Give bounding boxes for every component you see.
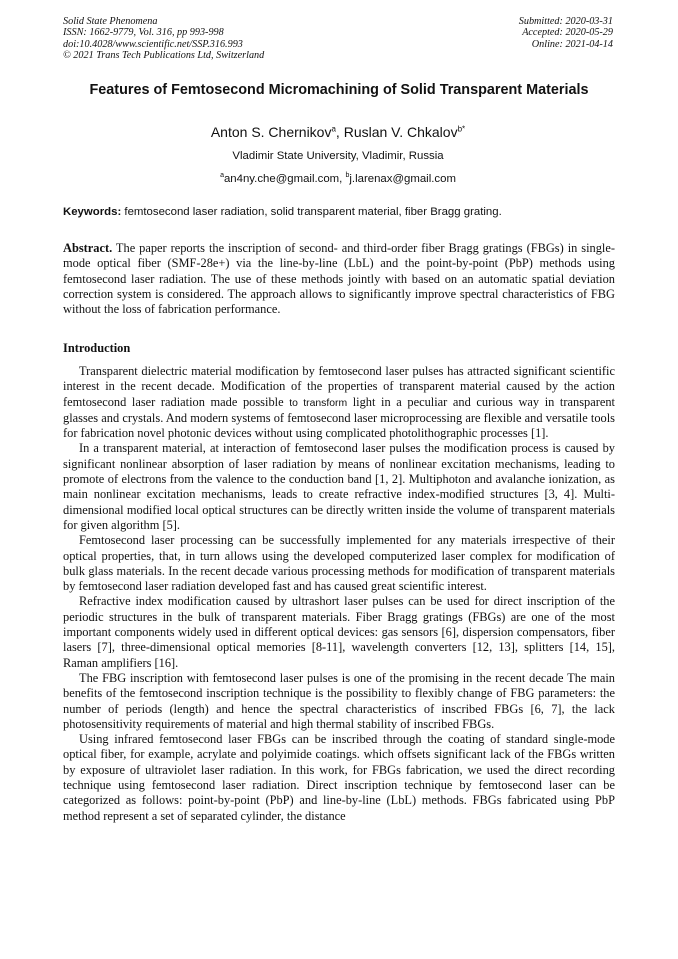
intro-paragraph-3: Femtosecond laser processing can be successfully implemented for any materials irrespective of their optical properties, that, in turn allows using the developed computerized laser complex for modification of bulk glass materials. In the recent decade various processing methods for modification of transparent materials by femtosecond laser radiation developed fast and has caused great scientific interest. xyxy=(63,533,615,594)
submitted-date: Submitted: 2020-03-31 xyxy=(518,16,613,27)
online-date: Online: 2021-04-14 xyxy=(531,38,613,50)
intro-paragraph-2: In a transparent material, at interaction of femtosecond laser pulses the modification process is caused by significant nonlinear absorption of laser radiation by means of nonlinear excitation mechanisms, leading to promote of electrons from the valence to the conduction band [1, 2]. Multiphoton and avalanche ionization, as main nonlinear excitation mechanisms, leads to create refractive index-modified structures [3, 4]. Multi-dimensional modified local optical structures can be directly written inside the volume of transparent materials for given algorithm [5]. xyxy=(63,441,615,532)
author-2: Ruslan V. Chkalov xyxy=(343,124,458,140)
author-1-affil-mark: a xyxy=(331,124,336,134)
journal-issn: ISSN: 1662-9779, Vol. 316, pp 993-998 xyxy=(63,27,224,39)
author-2-affil-mark: b* xyxy=(457,124,466,134)
email-separator: , xyxy=(339,172,346,185)
intro-p1-text-sans: to transform xyxy=(289,397,348,409)
intro-paragraph-5: The FBG inscription with femtosecond laser pulses is one of the promising in the recent decade The main benefits of the femtosecond inscription technique is the possibility to flexibly change of FBG parameters: the number of periods (length) and hence the spectral characteristics of inscribed FBGs [6, 7], the lack photosensitivity requirements of material and high thermal stability of inscribed FBGs. xyxy=(63,670,615,731)
journal-info xyxy=(63,16,264,62)
keywords-label: Keywords: xyxy=(63,206,122,218)
abstract-text: The paper reports the inscription of second- and third-order fiber Bragg gratings (FBGs) in single-mode optical fiber (SMF-28e+) via the line-by-line (LbL) and the point-by-point (PbP) methods using femtosecond laser radiation. The use of these methods jointly with based on an automatic spatial deviation correction system is considered. The approach allows to significantly improve spectral characteristics of FBG without the loss of fabrication performance. xyxy=(63,241,615,317)
keywords xyxy=(63,206,615,218)
email-b-mark: b xyxy=(345,172,350,179)
paper-title: Features of Femtosecond Micromachining of Solid Transparent Materials xyxy=(89,82,589,98)
intro-paragraph-1 xyxy=(63,364,615,441)
section-heading-introduction: Introduction xyxy=(63,341,131,355)
journal-copyright: © 2021 Trans Tech Publications Ltd, Switzerland xyxy=(63,50,265,62)
submission-dates xyxy=(519,16,613,50)
author-separator: , xyxy=(335,124,344,140)
email-a-mark: a xyxy=(220,172,224,179)
journal-name: Solid State Phenomena xyxy=(63,16,158,27)
author-emails xyxy=(63,172,613,185)
intro-paragraph-4: Refractive index modification caused by ultrashort laser pulses can be used for direct inscription of the periodic structures in the bulk of transparent materials. Fiber Bragg gratings (FBGs) are one of the most important components widely used in different optical devices: gas sensors [6], dispersion compensators, fiber lasers [7], three-dimensional optical memories [8-11], wavelength converters [12, 13], splitters [14, 15], Raman amplifiers [16]. xyxy=(63,594,615,670)
email-b[interactable]: j.larenax@gmail.com xyxy=(349,172,456,185)
accepted-date: Accepted: 2020-05-29 xyxy=(522,27,613,39)
intro-paragraph-6: Using infrared femtosecond laser FBGs can be inscribed through the coating of standard single-mode optical fiber, for example, acrylate and polyimide coatings. which offsets significant lack of the FBGs written by exposure of ultraviolet laser radiation. In this work, for FBGs fabrication, we used the direct recording technique using femtosecond laser radiation. Direct inscription technique by femtosecond laser can be categorized as follows: point-by-point (PbP) and line-by-line (LbL) methods. FBGs fabricated using PbP method represent a set of separated cylinder, the distance xyxy=(63,732,615,823)
intro-p1-text-a: Transparent dielectric material modification by femtosecond laser pulses has attracted significant scientific interest in the recent decade. Modification of the properties of transparent material caused by the action femtosecond laser radiation made possible xyxy=(63,364,615,409)
abstract-label: Abstract. xyxy=(63,241,113,255)
abstract xyxy=(63,241,615,317)
introduction-body xyxy=(63,364,615,824)
intro-p1-text-b: light in a peculiar and curious way in transparent glasses and crystals. And modern systems of femtosecond laser microprocessing are flexible and versatile tools for fabrication novel photonic devices without using complicated photolithographic processes [1]. xyxy=(63,394,615,441)
journal-doi[interactable]: doi:10.4028/www.scientific.net/SSP.316.993 xyxy=(63,38,243,50)
author-list xyxy=(63,124,613,140)
affiliation: Vladimir State University, Vladimir, Russia xyxy=(232,150,444,162)
author-1: Anton S. Chernikov xyxy=(210,124,332,140)
email-a[interactable]: an4ny.che@gmail.com xyxy=(223,172,340,185)
keywords-text: femtosecond laser radiation, solid transparent material, fiber Bragg grating. xyxy=(121,206,502,218)
